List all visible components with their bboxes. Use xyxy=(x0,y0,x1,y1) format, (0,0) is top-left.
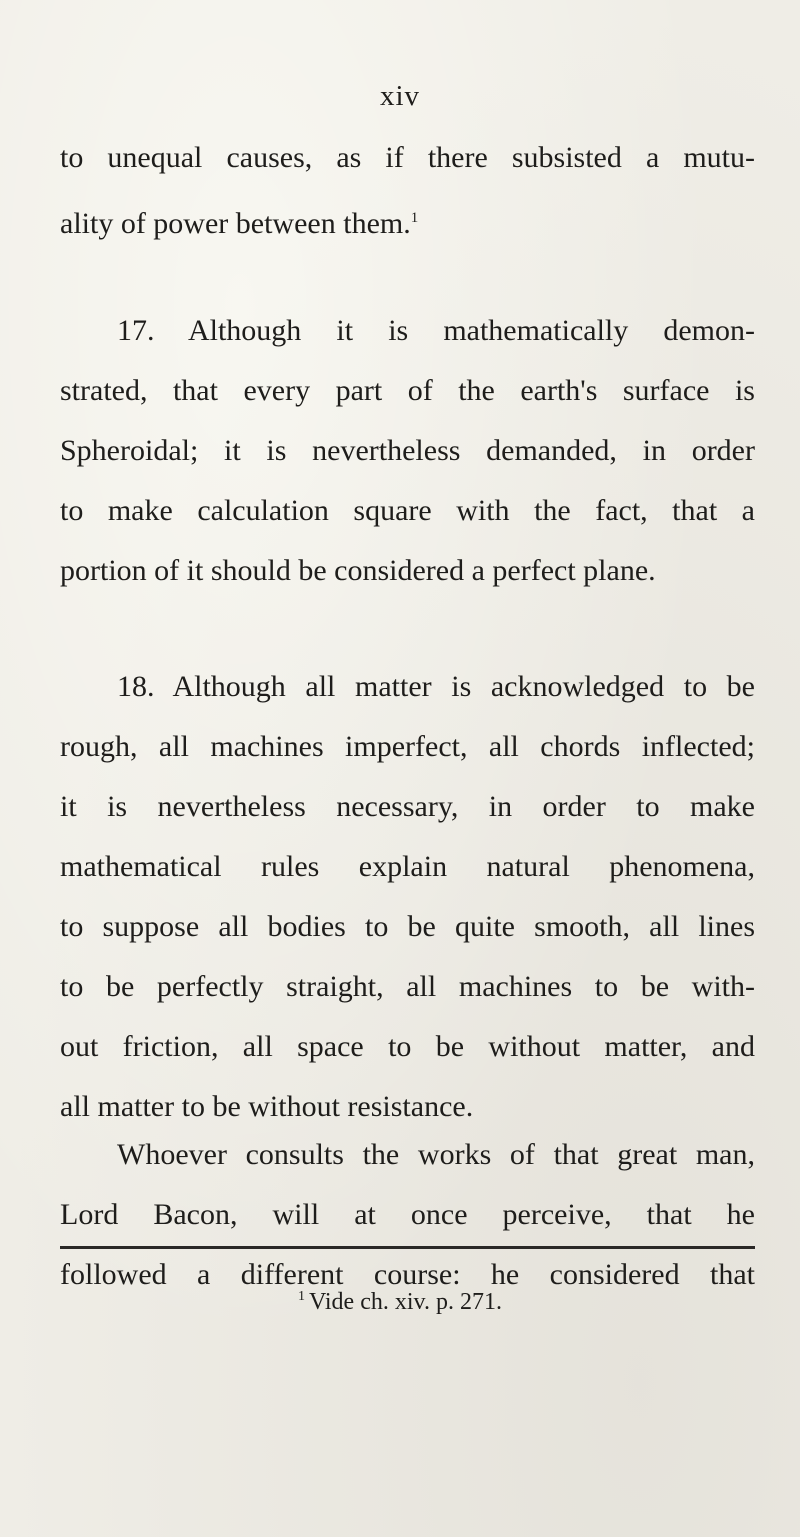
footnote-divider xyxy=(60,1246,755,1249)
text-line: Spheroidal; it is nevertheless demanded, in order xyxy=(60,434,755,467)
text-line: all matter to be without resistance. xyxy=(60,1090,474,1123)
text-line: mathematical rules explain natural phenomena, xyxy=(60,850,755,883)
footnote-mark: 1 xyxy=(298,1289,305,1304)
footnote-text: Vide ch. xiv. p. 271. xyxy=(309,1289,502,1315)
text-line: to unequal causes, as if there subsisted a mutu- xyxy=(60,141,755,174)
text-line: it is nevertheless necessary, in order to make xyxy=(60,790,755,823)
paragraph-17 xyxy=(60,301,755,601)
text-line: portion of it should be considered a perfect plane. xyxy=(60,554,656,587)
footnote-reference: 1 xyxy=(410,210,419,226)
footnote xyxy=(0,1280,800,1319)
paragraph-continuation xyxy=(60,128,755,248)
text-line: Whoever consults the works of that great man, xyxy=(117,1138,755,1171)
text-line: out friction, all space to be without matter, and xyxy=(60,1030,755,1063)
text-line: to be perfectly straight, all machines to be with- xyxy=(60,970,755,1003)
text-line: rough, all machines imperfect, all chords inflected; xyxy=(60,730,755,763)
text-line-with-footnote xyxy=(60,188,755,248)
text-line: to make calculation square with the fact, that a xyxy=(60,494,755,527)
text-line: 17. Although it is mathematically demon- xyxy=(117,314,755,347)
text-line: Lord Bacon, will at once perceive, that he xyxy=(60,1198,755,1231)
paragraph-bacon xyxy=(60,1125,755,1305)
text-line: strated, that every part of the earth's surface is xyxy=(60,374,755,407)
text-line: followed a different course: he considered that xyxy=(60,1258,755,1291)
text-line: to suppose all bodies to be quite smooth, all lines xyxy=(60,910,755,943)
paragraph-18 xyxy=(60,657,755,1137)
text-line-text: ality of power between them. xyxy=(60,207,411,240)
text-line: 18. Although all matter is acknowledged to be xyxy=(117,670,755,703)
page-number: xiv xyxy=(379,80,421,112)
